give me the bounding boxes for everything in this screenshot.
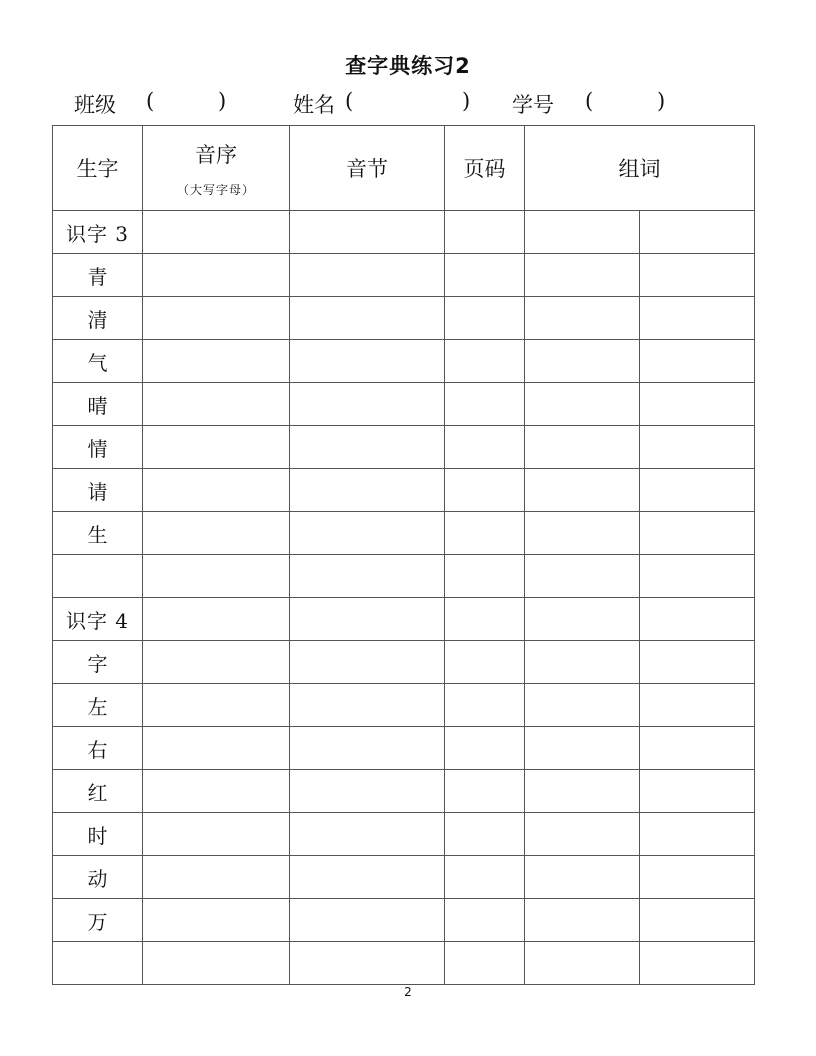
syllable-answer-cell[interactable]: [290, 426, 445, 469]
word-answer-cell-2[interactable]: [640, 297, 755, 340]
page-answer-cell[interactable]: [445, 512, 525, 555]
table-row: [53, 770, 755, 813]
word-answer-cell-2[interactable]: [640, 211, 755, 254]
page-answer-cell[interactable]: [445, 942, 525, 985]
word-answer-cell-1[interactable]: [525, 770, 640, 813]
word-answer-cell-1[interactable]: [525, 942, 640, 985]
page-answer-cell[interactable]: [445, 813, 525, 856]
word-answer-cell-1[interactable]: [525, 727, 640, 770]
syllable-answer-cell[interactable]: [290, 555, 445, 598]
word-answer-cell-2[interactable]: [640, 727, 755, 770]
page-answer-cell[interactable]: [445, 727, 525, 770]
order-answer-cell[interactable]: [143, 727, 290, 770]
table-row: [53, 899, 755, 942]
table-row: [53, 598, 755, 641]
table-row: [53, 297, 755, 340]
page-answer-cell[interactable]: [445, 684, 525, 727]
word-answer-cell-2[interactable]: [640, 598, 755, 641]
header-order-sub: （大写字母）: [176, 182, 255, 197]
id-open-paren: (: [585, 89, 594, 113]
syllable-answer-cell[interactable]: [290, 598, 445, 641]
order-answer-cell[interactable]: [143, 641, 290, 684]
page-answer-cell[interactable]: [445, 254, 525, 297]
table-row: [53, 856, 755, 899]
page-answer-cell[interactable]: [445, 598, 525, 641]
character-cell: 左: [53, 684, 143, 727]
word-answer-cell-1[interactable]: [525, 856, 640, 899]
table-row: [53, 813, 755, 856]
order-answer-cell[interactable]: [143, 555, 290, 598]
header-order-label: 音序: [195, 142, 237, 167]
word-answer-cell-1[interactable]: [525, 469, 640, 512]
character-cell: 动: [53, 856, 143, 899]
order-answer-cell[interactable]: [143, 297, 290, 340]
header-syllable: 音节: [290, 126, 445, 211]
syllable-answer-cell[interactable]: [290, 727, 445, 770]
character-cell: 字: [53, 641, 143, 684]
word-answer-cell-1[interactable]: [525, 426, 640, 469]
character-cell: 青: [53, 254, 143, 297]
page-answer-cell[interactable]: [445, 383, 525, 426]
name-open-paren: (: [345, 89, 354, 113]
page-answer-cell[interactable]: [445, 211, 525, 254]
table-row: [53, 641, 755, 684]
page-answer-cell[interactable]: [445, 899, 525, 942]
class-close-paren: ): [218, 89, 227, 113]
word-answer-cell-1[interactable]: [525, 297, 640, 340]
order-answer-cell[interactable]: [143, 684, 290, 727]
class-open-paren: (: [146, 89, 155, 113]
syllable-answer-cell[interactable]: [290, 512, 445, 555]
word-answer-cell-2[interactable]: [640, 426, 755, 469]
character-cell: 万: [53, 899, 143, 942]
word-answer-cell-2[interactable]: [640, 684, 755, 727]
table-row: [53, 254, 755, 297]
word-answer-cell-2[interactable]: [640, 641, 755, 684]
table-row: [53, 555, 755, 598]
name-close-paren: ): [462, 89, 471, 113]
character-cell: 红: [53, 770, 143, 813]
syllable-answer-cell[interactable]: [290, 297, 445, 340]
worksheet-title: 查字典练习2: [345, 54, 471, 78]
page-answer-cell[interactable]: [445, 770, 525, 813]
id-close-paren: ): [657, 89, 666, 113]
table-row: [53, 383, 755, 426]
word-answer-cell-2[interactable]: [640, 340, 755, 383]
word-answer-cell-1[interactable]: [525, 641, 640, 684]
header-char: 生字: [53, 126, 143, 211]
order-answer-cell[interactable]: [143, 469, 290, 512]
syllable-answer-cell[interactable]: [290, 856, 445, 899]
order-answer-cell[interactable]: [143, 942, 290, 985]
order-answer-cell[interactable]: [143, 770, 290, 813]
character-cell: 清: [53, 297, 143, 340]
order-answer-cell[interactable]: [143, 512, 290, 555]
word-answer-cell-2[interactable]: [640, 856, 755, 899]
page-answer-cell[interactable]: [445, 297, 525, 340]
word-answer-cell-2[interactable]: [640, 813, 755, 856]
word-answer-cell-1[interactable]: [525, 383, 640, 426]
header-words: 组词: [525, 126, 755, 211]
syllable-answer-cell[interactable]: [290, 942, 445, 985]
word-answer-cell-2[interactable]: [640, 383, 755, 426]
page-answer-cell[interactable]: [445, 340, 525, 383]
order-answer-cell[interactable]: [143, 856, 290, 899]
word-answer-cell-1[interactable]: [525, 684, 640, 727]
page-answer-cell[interactable]: [445, 426, 525, 469]
word-answer-cell-2[interactable]: [640, 512, 755, 555]
syllable-answer-cell[interactable]: [290, 899, 445, 942]
blank-cell: [53, 942, 143, 985]
syllable-answer-cell[interactable]: [290, 340, 445, 383]
order-answer-cell[interactable]: [143, 211, 290, 254]
section-label: 识字 4: [53, 598, 143, 641]
word-answer-cell-2[interactable]: [640, 899, 755, 942]
order-answer-cell[interactable]: [143, 899, 290, 942]
student-info-row: [0, 89, 816, 119]
order-answer-cell[interactable]: [143, 340, 290, 383]
order-answer-cell[interactable]: [143, 426, 290, 469]
character-cell: 生: [53, 512, 143, 555]
table-row: [53, 512, 755, 555]
table-row: [53, 211, 755, 254]
character-cell: 右: [53, 727, 143, 770]
student-id-label: 学号: [512, 93, 554, 117]
table-row: [53, 426, 755, 469]
syllable-answer-cell[interactable]: [290, 211, 445, 254]
syllable-answer-cell[interactable]: [290, 770, 445, 813]
page-answer-cell[interactable]: [445, 469, 525, 512]
header-page: 页码: [445, 126, 525, 211]
word-answer-cell-2[interactable]: [640, 254, 755, 297]
word-answer-cell-1[interactable]: [525, 211, 640, 254]
table-row: [53, 727, 755, 770]
table-row: [53, 684, 755, 727]
table-row: [53, 469, 755, 512]
table-row: [53, 340, 755, 383]
order-answer-cell[interactable]: [143, 254, 290, 297]
syllable-answer-cell[interactable]: [290, 641, 445, 684]
syllable-answer-cell[interactable]: [290, 383, 445, 426]
syllable-answer-cell[interactable]: [290, 469, 445, 512]
word-answer-cell-1[interactable]: [525, 813, 640, 856]
character-cell: 时: [53, 813, 143, 856]
order-answer-cell[interactable]: [143, 598, 290, 641]
syllable-answer-cell[interactable]: [290, 684, 445, 727]
syllable-answer-cell[interactable]: [290, 813, 445, 856]
character-cell: 气: [53, 340, 143, 383]
class-label: 班级: [74, 93, 116, 117]
header-row: [53, 126, 755, 211]
order-answer-cell[interactable]: [143, 813, 290, 856]
word-answer-cell-1[interactable]: [525, 254, 640, 297]
name-label: 姓名: [293, 93, 335, 117]
section-label: 识字 3: [53, 211, 143, 254]
character-cell: 晴: [53, 383, 143, 426]
word-answer-cell-1[interactable]: [525, 512, 640, 555]
word-answer-cell-2[interactable]: [640, 469, 755, 512]
character-cell: 请: [53, 469, 143, 512]
page-answer-cell[interactable]: [445, 641, 525, 684]
word-answer-cell-1[interactable]: [525, 340, 640, 383]
word-answer-cell-1[interactable]: [525, 555, 640, 598]
page-answer-cell[interactable]: [445, 856, 525, 899]
blank-cell: [53, 555, 143, 598]
word-answer-cell-2[interactable]: [640, 555, 755, 598]
page-number: 2: [404, 985, 412, 999]
header-order: [143, 126, 290, 211]
word-answer-cell-1[interactable]: [525, 899, 640, 942]
table-row: [53, 942, 755, 985]
character-cell: 情: [53, 426, 143, 469]
order-answer-cell[interactable]: [143, 383, 290, 426]
dictionary-practice-table: [52, 125, 755, 985]
page-answer-cell[interactable]: [445, 555, 525, 598]
syllable-answer-cell[interactable]: [290, 254, 445, 297]
word-answer-cell-1[interactable]: [525, 598, 640, 641]
word-answer-cell-2[interactable]: [640, 770, 755, 813]
word-answer-cell-2[interactable]: [640, 942, 755, 985]
